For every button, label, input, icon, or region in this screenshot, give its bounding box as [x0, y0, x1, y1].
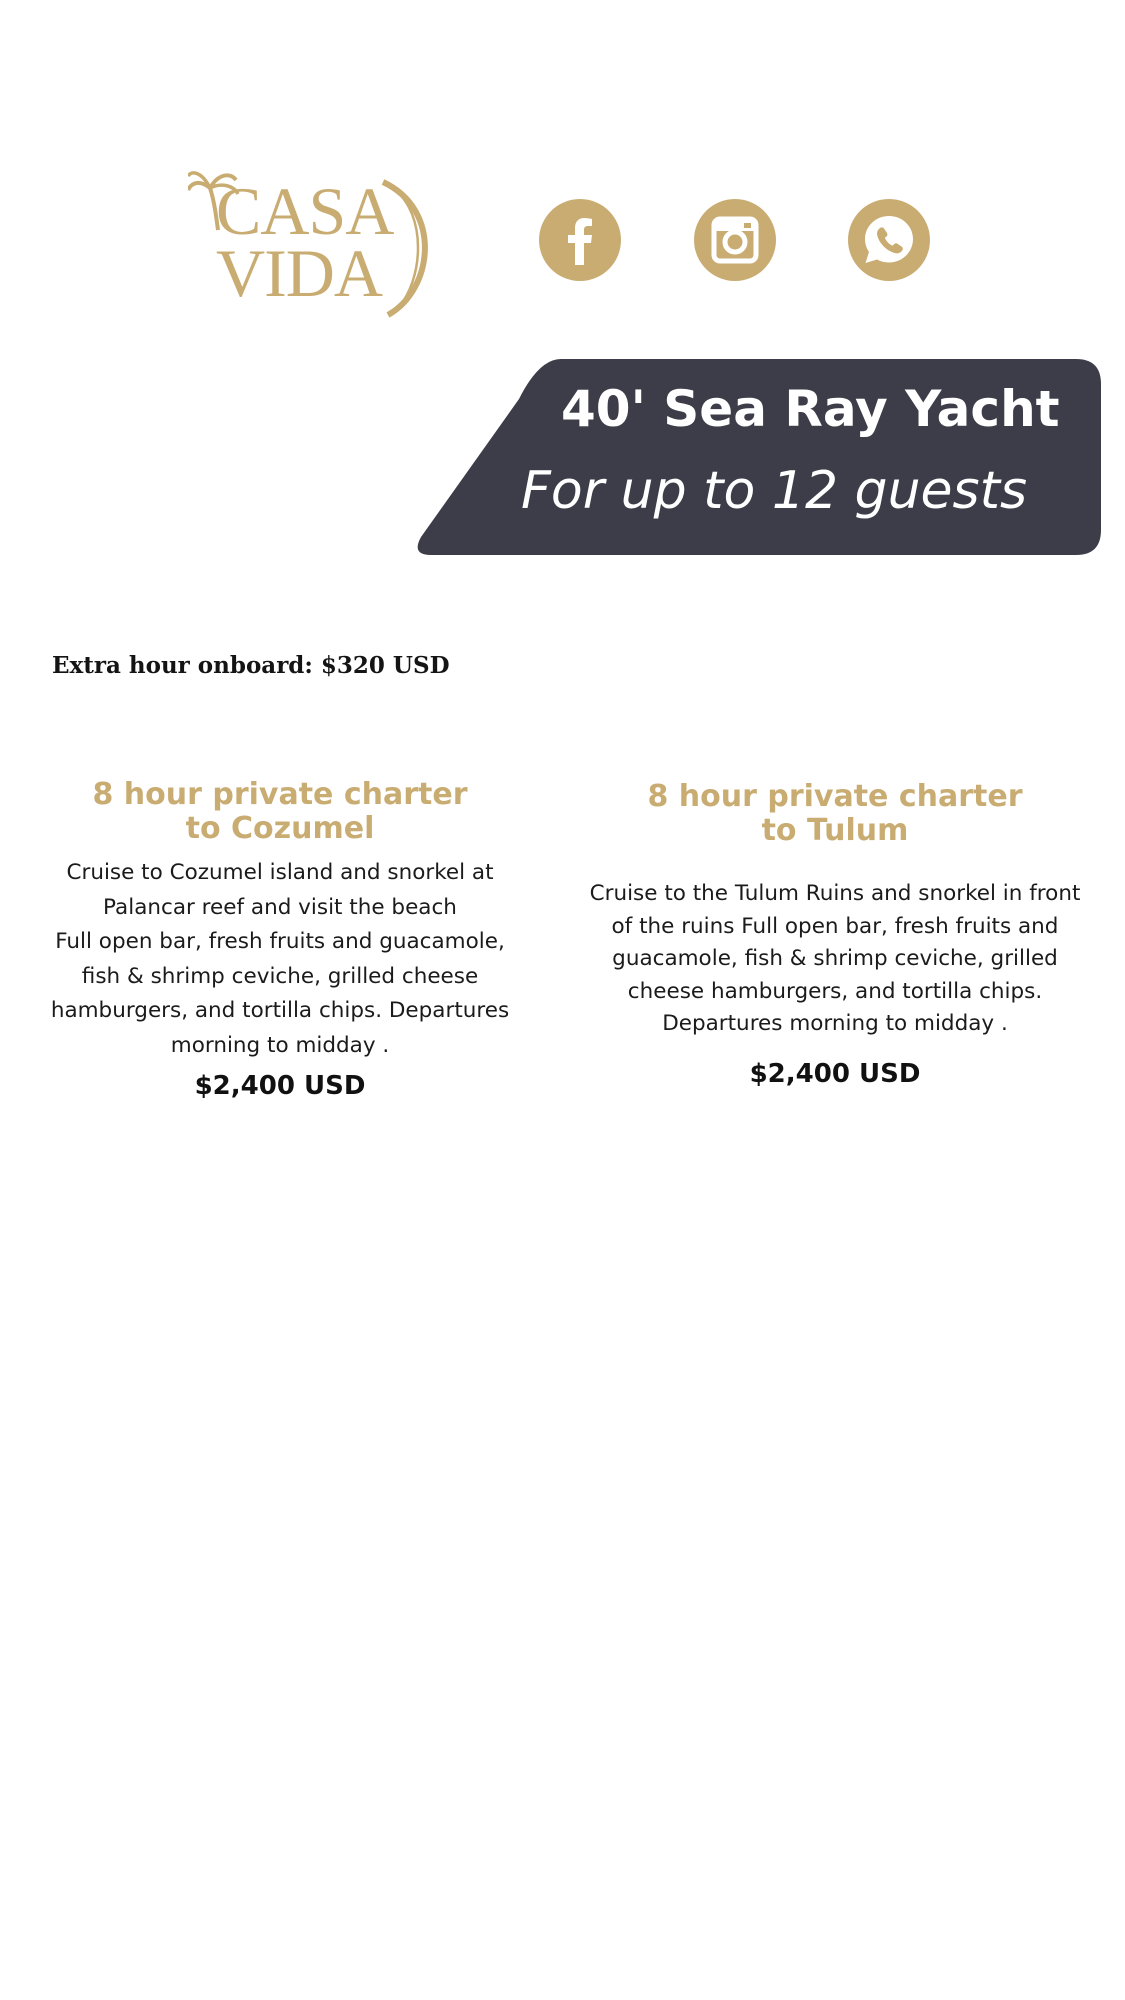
banner-title: 40' Sea Ray Yacht [561, 380, 1060, 438]
card-description: Cruise to the Tulum Ruins and snorkel in front of the ruins Full open bar, fresh fruits and guacamole, fish & shrimp ceviche, grilled cheese hamburgers, and tortilla chips. Departures morning to midday . [589, 881, 1081, 1036]
facebook-button[interactable] [539, 199, 621, 281]
card-title-line-2: to Cozumel [185, 811, 375, 846]
card-price: $2,400 USD [194, 1071, 366, 1101]
card-title-line-1: 8 hour private charter [92, 777, 468, 812]
logo-line-2: VIDA [216, 235, 382, 311]
cozumel-charter-card [20, 778, 540, 1101]
card-title-line-1: 8 hour private charter [647, 779, 1023, 814]
facebook-icon [560, 215, 600, 265]
tulum-charter-card [560, 780, 1110, 1089]
extra-hour-price: Extra hour onboard: $320 USD [52, 652, 450, 679]
whatsapp-icon [861, 212, 917, 268]
banner-subtitle: For up to 12 guests [521, 461, 1028, 521]
card-price: $2,400 USD [749, 1058, 921, 1089]
instagram-button[interactable] [694, 199, 776, 281]
logo-line-1: CASA [216, 173, 394, 249]
card-title-line-2: to Tulum [761, 813, 909, 848]
card-description: Cruise to Cozumel island and snorkel at Palancar reef and visit the beach Full open bar, fresh fruits and guacamole, fish & shrimp ceviche, grilled cheese hamburgers, and tortilla chips. Departures morning to midday . [50, 860, 510, 1058]
casa-vida-logo [188, 170, 443, 320]
instagram-icon [711, 216, 759, 264]
whatsapp-button[interactable] [848, 199, 930, 281]
yacht-banner [411, 359, 1101, 555]
